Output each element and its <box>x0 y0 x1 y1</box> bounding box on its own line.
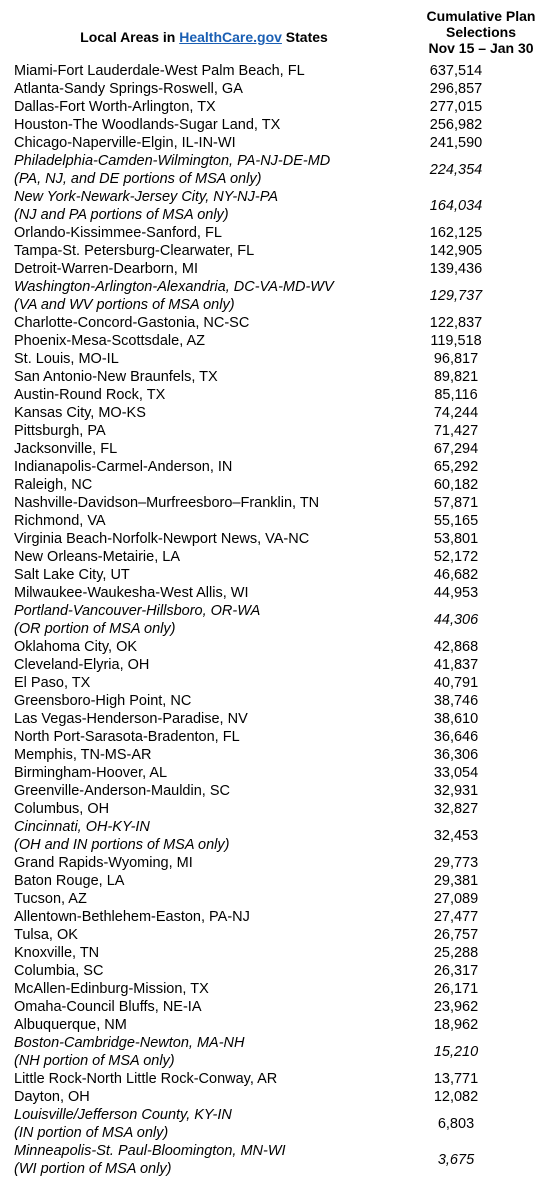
plan-selections-value: 119,518 <box>430 333 482 349</box>
title-suffix: States <box>281 29 328 45</box>
table-row <box>0 638 557 656</box>
table-row <box>0 1034 557 1070</box>
area-name-cell <box>14 278 394 314</box>
area-name: Virginia Beach-Norfolk-Newport News, VA-NC <box>14 531 310 547</box>
table-row <box>0 728 557 746</box>
area-name: New York-Newark-Jersey City, NY-NJ-PA <box>14 189 278 205</box>
table-row <box>0 962 557 980</box>
area-name-cell <box>14 512 394 530</box>
plan-selections-value: 637,514 <box>429 63 483 79</box>
plan-selections-value: 89,821 <box>433 369 479 385</box>
area-name-cell <box>14 116 394 134</box>
area-name: Memphis, TN-MS-AR <box>14 747 152 763</box>
plan-selections-value: 60,182 <box>433 477 479 493</box>
plan-selections-value: 256,982 <box>429 117 483 133</box>
area-portion-note: (VA and WV portions of MSA only) <box>14 297 235 313</box>
area-name: Indianapolis-Carmel-Anderson, IN <box>14 459 233 475</box>
area-name-cell <box>14 1142 394 1178</box>
area-name: Portland-Vancouver-Hillsboro, OR-WA <box>14 603 261 619</box>
area-name-cell <box>14 404 394 422</box>
area-name-cell <box>14 980 394 998</box>
area-name-cell <box>14 188 394 224</box>
area-name-cell <box>14 458 394 476</box>
area-name: Birmingham-Hoover, AL <box>14 765 168 781</box>
area-portion-note: (OR portion of MSA only) <box>14 621 176 637</box>
table-row <box>0 152 557 188</box>
plan-selections-value: 29,381 <box>433 873 479 889</box>
area-name: Allentown-Bethlehem-Easton, PA-NJ <box>14 909 250 925</box>
area-name-cell <box>14 422 394 440</box>
area-name: Kansas City, MO-KS <box>14 405 146 421</box>
area-name-cell <box>14 602 394 638</box>
area-name: Milwaukee-Waukesha-West Allis, WI <box>14 585 249 601</box>
area-name-cell <box>14 224 394 242</box>
area-name-cell <box>14 152 394 188</box>
plan-selections-value: 85,116 <box>434 387 478 403</box>
plan-selections-value: 44,953 <box>433 585 479 601</box>
table-row <box>0 800 557 818</box>
area-name: Chicago-Naperville-Elgin, IL-IN-WI <box>14 135 236 151</box>
area-name-cell <box>14 656 394 674</box>
area-name: Phoenix-Mesa-Scottsdale, AZ <box>14 333 206 349</box>
area-name: Dayton, OH <box>14 1089 90 1105</box>
table-row <box>0 278 557 314</box>
area-name: Minneapolis-St. Paul-Bloomington, MN-WI <box>14 1143 286 1159</box>
plan-selections-value: 277,015 <box>429 99 483 115</box>
area-name-cell <box>14 476 394 494</box>
area-name: Omaha-Council Bluffs, NE-IA <box>14 999 202 1015</box>
area-name: Boston-Cambridge-Newton, MA-NH <box>14 1035 245 1051</box>
plan-selections-value: 41,837 <box>433 657 479 673</box>
area-name: Dallas-Fort Worth-Arlington, TX <box>14 99 216 115</box>
area-name: Knoxville, TN <box>14 945 100 961</box>
area-name: Atlanta-Sandy Springs-Roswell, GA <box>14 81 243 97</box>
plan-selections-value: 27,477 <box>433 909 479 925</box>
area-name: San Antonio-New Braunfels, TX <box>14 369 218 385</box>
table-row <box>0 692 557 710</box>
plan-selections-value: 296,857 <box>429 81 483 97</box>
area-name: Greensboro-High Point, NC <box>14 693 192 709</box>
table-row <box>0 512 557 530</box>
column-header-line-3: Nov 15 – Jan 30 <box>428 40 534 56</box>
area-name: St. Louis, MO-IL <box>14 351 119 367</box>
area-name-cell <box>14 926 394 944</box>
title-prefix: Local Areas in <box>80 29 180 45</box>
table-row <box>0 944 557 962</box>
area-name-cell <box>14 440 394 458</box>
area-name-cell <box>14 1088 394 1106</box>
plan-selections-value: 27,089 <box>433 891 479 907</box>
area-name-cell <box>14 530 394 548</box>
area-portion-note: (OH and IN portions of MSA only) <box>14 837 230 853</box>
area-name: Columbus, OH <box>14 801 110 817</box>
plan-selections-value: 26,317 <box>433 963 479 979</box>
area-name: Grand Rapids-Wyoming, MI <box>14 855 193 871</box>
plan-selections-value: 71,427 <box>433 423 479 439</box>
table-row <box>0 1070 557 1088</box>
table-header <box>0 4 557 62</box>
area-name: Little Rock-North Little Rock-Conway, AR <box>14 1071 278 1087</box>
area-name: Albuquerque, NM <box>14 1017 127 1033</box>
area-name-cell <box>14 764 394 782</box>
plan-selections-value: 65,292 <box>433 459 479 475</box>
area-name-cell <box>14 890 394 908</box>
area-name-cell <box>14 242 394 260</box>
table-row <box>0 656 557 674</box>
plan-selections-value: 224,354 <box>429 162 483 178</box>
area-name: Austin-Round Rock, TX <box>14 387 166 403</box>
area-name-cell <box>14 314 394 332</box>
area-portion-note: (WI portion of MSA only) <box>14 1161 172 1177</box>
area-name-cell <box>14 134 394 152</box>
plan-selections-value: 42,868 <box>433 639 479 655</box>
plan-selections-value: 32,827 <box>433 801 479 817</box>
area-portion-note: (PA, NJ, and DE portions of MSA only) <box>14 171 262 187</box>
plan-selections-value: 53,801 <box>433 531 479 547</box>
area-name-cell <box>14 962 394 980</box>
table-row <box>0 764 557 782</box>
table-row <box>0 422 557 440</box>
table-row <box>0 818 557 854</box>
table-row <box>0 332 557 350</box>
area-name: Miami-Fort Lauderdale-West Palm Beach, FL <box>14 63 305 79</box>
area-name: Cleveland-Elyria, OH <box>14 657 150 673</box>
area-name-cell <box>14 260 394 278</box>
area-name: Baton Rouge, LA <box>14 873 125 889</box>
area-portion-note: (IN portion of MSA only) <box>14 1125 169 1141</box>
area-name-cell <box>14 638 394 656</box>
table-row <box>0 1088 557 1106</box>
plan-selections-value: 67,294 <box>433 441 479 457</box>
area-name: Tulsa, OK <box>14 927 78 943</box>
area-portion-note: (NH portion of MSA only) <box>14 1053 175 1069</box>
area-name: Tampa-St. Petersburg-Clearwater, FL <box>14 243 255 259</box>
table-row <box>0 314 557 332</box>
area-name-cell <box>14 62 394 80</box>
healthcare-gov-link[interactable]: HealthCare.gov <box>179 29 282 45</box>
area-name: McAllen-Edinburg-Mission, TX <box>14 981 209 997</box>
table-row <box>0 782 557 800</box>
table-row <box>0 980 557 998</box>
area-name: Charlotte-Concord-Gastonia, NC-SC <box>14 315 250 331</box>
table-row <box>0 890 557 908</box>
table-row <box>0 116 557 134</box>
area-name: Detroit-Warren-Dearborn, MI <box>14 261 198 277</box>
plan-selections-value: 162,125 <box>429 225 483 241</box>
area-name-cell <box>14 746 394 764</box>
column-header-line-2: Selections <box>445 24 517 40</box>
table-row <box>0 494 557 512</box>
area-portion-note: (NJ and PA portions of MSA only) <box>14 207 229 223</box>
plan-selections-value: 33,054 <box>433 765 479 781</box>
plan-selections-value: 74,244 <box>433 405 479 421</box>
area-name: Houston-The Woodlands-Sugar Land, TX <box>14 117 281 133</box>
table-row <box>0 710 557 728</box>
area-name: Raleigh, NC <box>14 477 93 493</box>
area-name-cell <box>14 386 394 404</box>
plan-selections-value: 38,610 <box>433 711 479 727</box>
table-row <box>0 602 557 638</box>
plan-selections-value: 32,453 <box>433 828 479 844</box>
plan-selections-value: 122,837 <box>429 315 483 331</box>
table-row <box>0 998 557 1016</box>
area-name: Philadelphia-Camden-Wilmington, PA-NJ-DE-MD <box>14 153 331 169</box>
table-row <box>0 98 557 116</box>
table-row <box>0 926 557 944</box>
area-name-cell <box>14 368 394 386</box>
area-name: Louisville/Jefferson County, KY-IN <box>14 1107 232 1123</box>
area-name: Tucson, AZ <box>14 891 87 907</box>
area-name: Las Vegas-Henderson-Paradise, NV <box>14 711 248 727</box>
area-name-cell <box>14 782 394 800</box>
area-name: Greenville-Anderson-Mauldin, SC <box>14 783 230 799</box>
column-header-plan-selections <box>406 8 556 56</box>
table-row <box>0 404 557 422</box>
table-row <box>0 872 557 890</box>
table-row <box>0 80 557 98</box>
plan-selections-value: 23,962 <box>433 999 479 1015</box>
area-name-cell <box>14 494 394 512</box>
table-row <box>0 548 557 566</box>
table-row <box>0 908 557 926</box>
table-row <box>0 854 557 872</box>
area-name-cell <box>14 944 394 962</box>
plan-selections-value: 15,210 <box>433 1044 479 1060</box>
area-name: Washington-Arlington-Alexandria, DC-VA-MD-WV <box>14 279 334 295</box>
area-name-cell <box>14 674 394 692</box>
area-name-cell <box>14 350 394 368</box>
area-name: Oklahoma City, OK <box>14 639 138 655</box>
area-name-cell <box>14 818 394 854</box>
plan-selections-value: 129,737 <box>429 288 483 304</box>
area-name-cell <box>14 692 394 710</box>
area-name-cell <box>14 998 394 1016</box>
plan-selections-value: 164,034 <box>429 198 483 214</box>
area-name: Cincinnati, OH-KY-IN <box>14 819 150 835</box>
plan-selections-value: 139,436 <box>429 261 483 277</box>
plan-selections-value: 6,803 <box>437 1116 475 1132</box>
table-row <box>0 260 557 278</box>
table-row <box>0 224 557 242</box>
table-row <box>0 440 557 458</box>
plan-selections-value: 26,757 <box>433 927 479 943</box>
plan-selections-value: 44,306 <box>433 612 479 628</box>
area-name-cell <box>14 584 394 602</box>
plan-selections-value: 52,172 <box>433 549 479 565</box>
plan-selections-value: 96,817 <box>433 351 479 367</box>
table-row <box>0 62 557 80</box>
table-row <box>0 476 557 494</box>
area-name-cell <box>14 1016 394 1034</box>
column-header-line-1: Cumulative Plan <box>426 8 536 24</box>
area-name: North Port-Sarasota-Bradenton, FL <box>14 729 240 745</box>
column-header-local-areas <box>14 28 394 46</box>
area-name-cell <box>14 1034 394 1070</box>
plan-selections-value: 26,171 <box>433 981 479 997</box>
plan-selections-value: 142,905 <box>429 243 483 259</box>
area-name-cell <box>14 854 394 872</box>
table-row <box>0 1016 557 1034</box>
table-row <box>0 242 557 260</box>
area-name-cell <box>14 872 394 890</box>
plan-selections-value: 12,082 <box>433 1089 479 1105</box>
plan-selections-value: 46,682 <box>433 567 479 583</box>
area-name-cell <box>14 80 394 98</box>
area-name: Richmond, VA <box>14 513 106 529</box>
area-name-cell <box>14 908 394 926</box>
area-name: Jacksonville, FL <box>14 441 118 457</box>
area-name: El Paso, TX <box>14 675 91 691</box>
table-row <box>0 386 557 404</box>
area-name-cell <box>14 98 394 116</box>
plan-selections-value: 29,773 <box>433 855 479 871</box>
table-row <box>0 584 557 602</box>
area-name-cell <box>14 332 394 350</box>
table-row <box>0 368 557 386</box>
area-name-cell <box>14 1070 394 1088</box>
area-name-cell <box>14 710 394 728</box>
plan-selections-value: 57,871 <box>433 495 479 511</box>
area-name: Columbia, SC <box>14 963 104 979</box>
plan-selections-value: 18,962 <box>433 1017 479 1033</box>
plan-selections-value: 36,646 <box>433 729 479 745</box>
table-body <box>0 62 557 1178</box>
plan-selections-value: 241,590 <box>429 135 483 151</box>
area-name: Pittsburgh, PA <box>14 423 106 439</box>
table-row <box>0 188 557 224</box>
area-name: Nashville-Davidson–Murfreesboro–Franklin, TN <box>14 495 320 511</box>
plan-selections-value: 36,306 <box>433 747 479 763</box>
table-row <box>0 1106 557 1142</box>
area-name-cell <box>14 566 394 584</box>
table-row <box>0 458 557 476</box>
table-row <box>0 674 557 692</box>
area-name-cell <box>14 1106 394 1142</box>
area-name-cell <box>14 800 394 818</box>
table-row <box>0 566 557 584</box>
table-row <box>0 530 557 548</box>
plan-selections-value: 38,746 <box>433 693 479 709</box>
table-row <box>0 746 557 764</box>
area-name: New Orleans-Metairie, LA <box>14 549 180 565</box>
area-name: Orlando-Kissimmee-Sanford, FL <box>14 225 222 241</box>
plan-selections-value: 25,288 <box>433 945 479 961</box>
plan-selections-value: 13,771 <box>433 1071 479 1087</box>
plan-selections-value: 32,931 <box>433 783 479 799</box>
area-name: Salt Lake City, UT <box>14 567 130 583</box>
plan-selections-value: 55,165 <box>433 513 479 529</box>
table-row <box>0 134 557 152</box>
plan-selections-value: 3,675 <box>437 1152 475 1168</box>
plan-selections-value: 40,791 <box>433 675 479 691</box>
area-name-cell <box>14 728 394 746</box>
table-row <box>0 350 557 368</box>
area-name-cell <box>14 548 394 566</box>
table-row <box>0 1142 557 1178</box>
